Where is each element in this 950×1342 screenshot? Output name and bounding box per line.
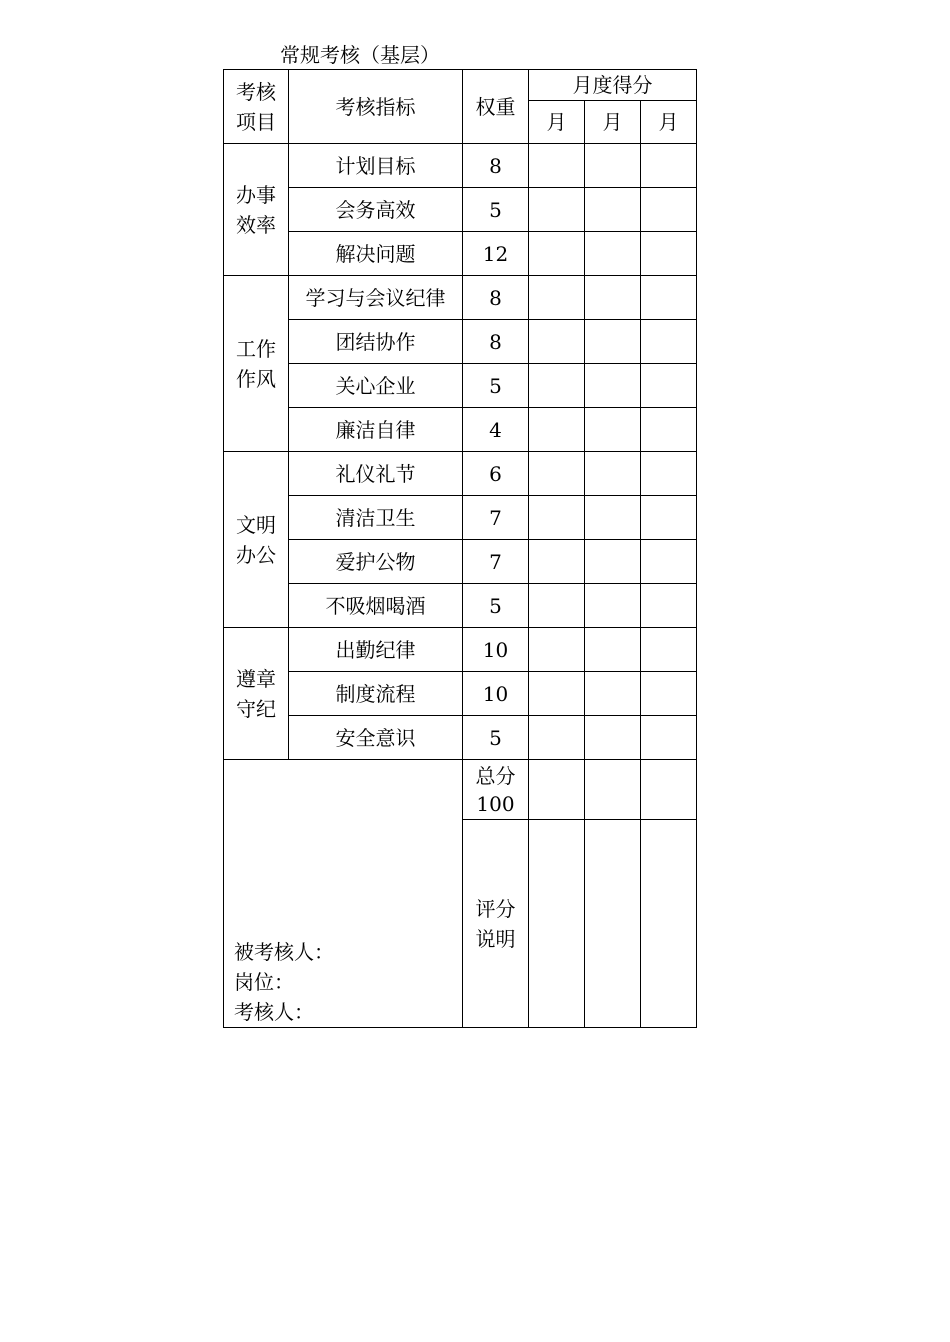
score-cell[interactable] xyxy=(641,320,697,364)
indicator-cell: 学习与会议纪律 xyxy=(289,276,463,320)
score-cell[interactable] xyxy=(529,628,585,672)
indicator-cell: 廉洁自律 xyxy=(289,408,463,452)
table-row xyxy=(224,232,697,276)
header-month-cell: 月 xyxy=(529,101,585,144)
indicator-cell: 解决问题 xyxy=(289,232,463,276)
header-weight-cell: 权重 xyxy=(463,70,529,144)
score-cell[interactable] xyxy=(585,364,641,408)
score-cell[interactable] xyxy=(529,276,585,320)
score-cell[interactable] xyxy=(585,452,641,496)
score-cell[interactable] xyxy=(529,584,585,628)
score-cell[interactable] xyxy=(529,540,585,584)
score-cell[interactable] xyxy=(529,408,585,452)
remark-month-cell[interactable] xyxy=(585,820,641,1028)
table-row xyxy=(224,496,697,540)
weight-cell: 4 xyxy=(463,408,529,452)
signature-block-cell xyxy=(224,760,463,1028)
header-monthly-score-cell: 月度得分 xyxy=(529,70,697,101)
score-cell[interactable] xyxy=(585,584,641,628)
score-cell[interactable] xyxy=(641,232,697,276)
total-month-cell[interactable] xyxy=(529,760,585,820)
total-row xyxy=(224,760,697,820)
weight-cell: 8 xyxy=(463,276,529,320)
table-row xyxy=(224,144,697,188)
score-cell[interactable] xyxy=(585,628,641,672)
weight-cell: 12 xyxy=(463,232,529,276)
score-cell[interactable] xyxy=(585,496,641,540)
weight-cell: 10 xyxy=(463,672,529,716)
weight-cell: 8 xyxy=(463,144,529,188)
score-cell[interactable] xyxy=(529,144,585,188)
score-cell[interactable] xyxy=(529,496,585,540)
table-row xyxy=(224,452,697,496)
score-cell[interactable] xyxy=(641,584,697,628)
table-row xyxy=(224,276,697,320)
weight-cell: 5 xyxy=(463,364,529,408)
score-cell[interactable] xyxy=(641,408,697,452)
score-cell[interactable] xyxy=(585,276,641,320)
table-row xyxy=(224,188,697,232)
table-row xyxy=(224,672,697,716)
score-cell[interactable] xyxy=(529,716,585,760)
score-cell[interactable] xyxy=(641,452,697,496)
weight-cell: 10 xyxy=(463,628,529,672)
weight-cell: 6 xyxy=(463,452,529,496)
header-month-cell: 月 xyxy=(585,101,641,144)
weight-cell: 5 xyxy=(463,584,529,628)
score-cell[interactable] xyxy=(585,540,641,584)
remark-label-cell xyxy=(463,820,529,1028)
weight-cell: 7 xyxy=(463,540,529,584)
section-name-line1: 工作 xyxy=(236,336,276,361)
remark-label-line2: 说明 xyxy=(475,926,516,951)
section-name-line1: 遵章 xyxy=(236,666,276,691)
header-project-line2: 项目 xyxy=(236,109,276,134)
score-cell[interactable] xyxy=(585,232,641,276)
section-name-line2: 办公 xyxy=(236,542,276,567)
score-cell[interactable] xyxy=(529,452,585,496)
indicator-cell: 礼仪礼节 xyxy=(289,452,463,496)
section-name-line2: 作风 xyxy=(236,366,276,391)
assessee-label: 被考核人： xyxy=(234,940,334,964)
score-cell[interactable] xyxy=(529,672,585,716)
section-name-line2: 效率 xyxy=(236,212,276,237)
indicator-cell: 安全意识 xyxy=(289,716,463,760)
score-cell[interactable] xyxy=(585,188,641,232)
score-cell[interactable] xyxy=(585,716,641,760)
total-value: 100 xyxy=(476,792,515,816)
score-cell[interactable] xyxy=(641,276,697,320)
section-name-line2: 守纪 xyxy=(236,696,276,721)
position-label: 岗位： xyxy=(234,970,294,994)
indicator-cell: 出勤纪律 xyxy=(289,628,463,672)
indicator-cell: 会务高效 xyxy=(289,188,463,232)
assessor-label: 考核人： xyxy=(234,1000,314,1024)
score-cell[interactable] xyxy=(529,364,585,408)
header-indicator-cell: 考核指标 xyxy=(289,70,463,144)
weight-cell: 7 xyxy=(463,496,529,540)
table-row xyxy=(224,364,697,408)
score-cell[interactable] xyxy=(585,320,641,364)
weight-cell: 5 xyxy=(463,716,529,760)
table-row xyxy=(224,320,697,364)
document-title: 常规考核（基层） xyxy=(280,43,440,67)
remark-month-cell[interactable] xyxy=(529,820,585,1028)
header-project-line1: 考核 xyxy=(236,79,276,104)
score-cell[interactable] xyxy=(529,188,585,232)
total-label: 总分 xyxy=(475,764,516,788)
remark-label-line1: 评分 xyxy=(475,896,516,921)
score-cell[interactable] xyxy=(529,320,585,364)
section-name-cell xyxy=(224,144,289,276)
indicator-cell: 爱护公物 xyxy=(289,540,463,584)
indicator-cell: 计划目标 xyxy=(289,144,463,188)
score-cell[interactable] xyxy=(641,144,697,188)
weight-cell: 5 xyxy=(463,188,529,232)
section-name-line1: 办事 xyxy=(236,182,276,207)
section-name-cell xyxy=(224,452,289,628)
table-row xyxy=(224,540,697,584)
indicator-cell: 关心企业 xyxy=(289,364,463,408)
indicator-cell: 团结协作 xyxy=(289,320,463,364)
section-name-line1: 文明 xyxy=(236,512,276,537)
score-cell[interactable] xyxy=(529,232,585,276)
total-score-cell xyxy=(463,760,529,820)
table-row xyxy=(224,716,697,760)
table-row xyxy=(224,584,697,628)
score-cell[interactable] xyxy=(641,496,697,540)
section-name-cell xyxy=(224,276,289,452)
score-cell[interactable] xyxy=(641,188,697,232)
score-cell[interactable] xyxy=(585,672,641,716)
score-cell[interactable] xyxy=(641,628,697,672)
total-month-cell[interactable] xyxy=(585,760,641,820)
header-month-cell: 月 xyxy=(641,101,697,144)
score-cell[interactable] xyxy=(641,540,697,584)
weight-cell: 8 xyxy=(463,320,529,364)
indicator-cell: 制度流程 xyxy=(289,672,463,716)
score-cell[interactable] xyxy=(641,716,697,760)
score-cell[interactable] xyxy=(641,364,697,408)
assessment-table xyxy=(223,69,697,1028)
section-name-cell xyxy=(224,628,289,760)
score-cell[interactable] xyxy=(585,144,641,188)
total-month-cell[interactable] xyxy=(641,760,697,820)
score-cell[interactable] xyxy=(585,408,641,452)
indicator-cell: 清洁卫生 xyxy=(289,496,463,540)
score-cell[interactable] xyxy=(641,672,697,716)
remark-month-cell[interactable] xyxy=(641,820,697,1028)
indicator-cell: 不吸烟喝酒 xyxy=(289,584,463,628)
header-project-cell xyxy=(224,70,289,144)
table-row xyxy=(224,628,697,672)
table-row xyxy=(224,408,697,452)
